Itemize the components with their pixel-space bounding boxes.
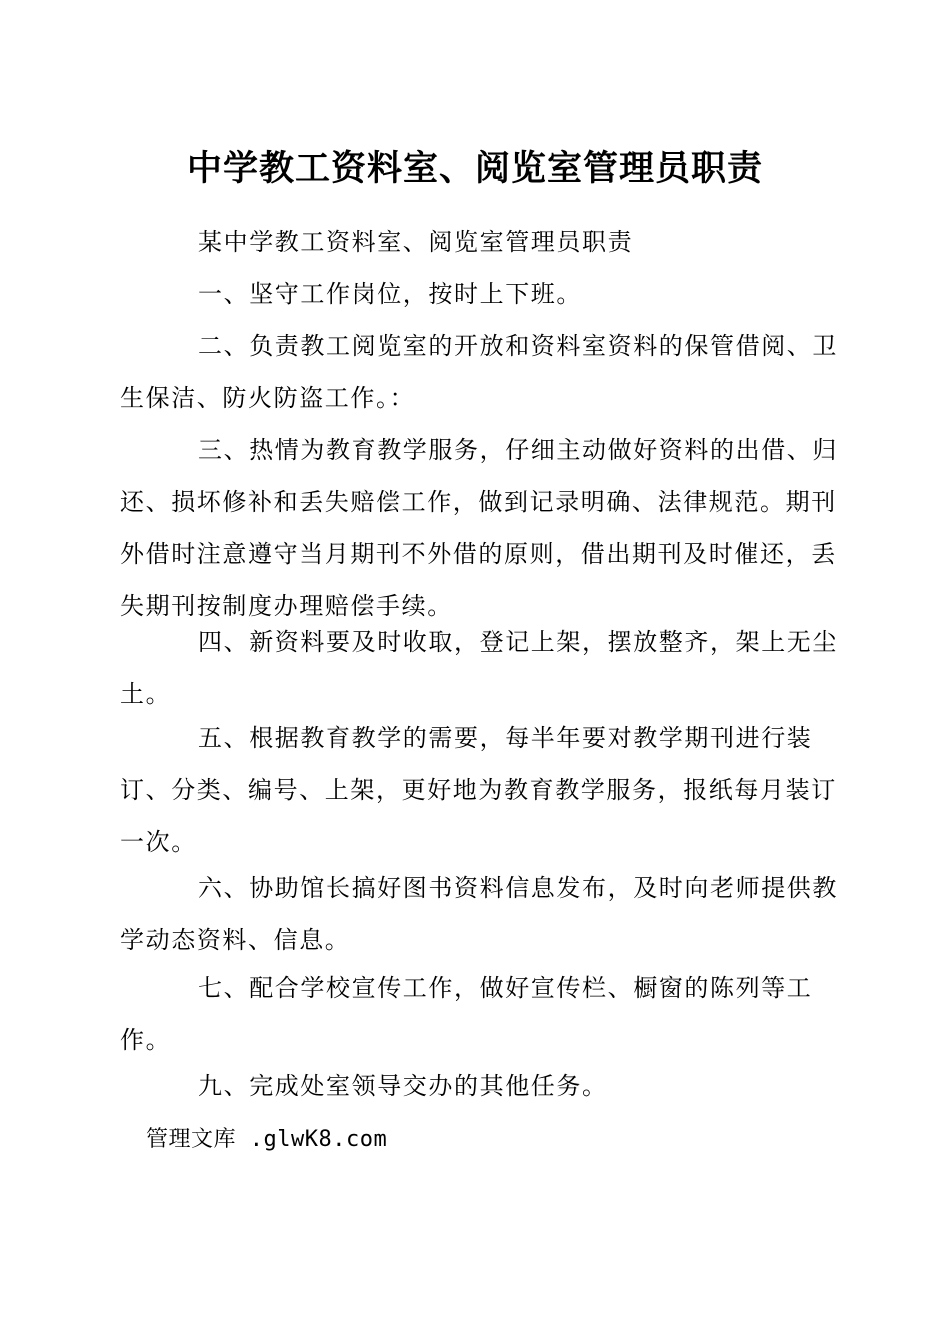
paragraph-item-7: 七、配合学校宣传工作，做好宣传栏、橱窗的陈列等工作。 [120, 974, 813, 1054]
paragraph-item-3: 三、热情为教育教学服务，仔细主动做好资料的出借、归还、损坏修补和丢失赔偿工作，做到记录明确、法律规范。期刊外借时注意遵守当月期刊不外借的原则，借出期刊及时催还，丢失期刊按制度办理赔偿手续。 [120, 436, 838, 620]
paragraph-item-2: 二、负责教工阅览室的开放和资料室资料的保管借阅、卫生保洁、防火防盗工作。： [120, 332, 838, 412]
document-title: 中学教工资料室、阅览室管理员职责 [186, 148, 763, 189]
paragraph-item-9: 九、完成处室领导交办的其他任务。 [198, 1072, 608, 1100]
paragraph-heading: 某中学教工资料室、阅览室管理员职责 [198, 228, 634, 256]
footer-watermark: 管理文库 .glwK8.com [146, 1127, 388, 1152]
paragraph-item-5: 五、根据教育教学的需要，每半年要对教学期刊进行装订、分类、编号、上架，更好地为教育教学服务，报纸每月装订一次。 [120, 724, 837, 856]
paragraph-item-4: 四、新资料要及时收取，登记上架，摆放整齐，架上无尘土。 [120, 628, 838, 708]
paragraph-item-6: 六、协助馆长搞好图书资料信息发布，及时向老师提供教学动态资料、信息。 [120, 874, 838, 954]
paragraph-item-1: 一、坚守工作岗位，按时上下班。 [198, 280, 582, 308]
